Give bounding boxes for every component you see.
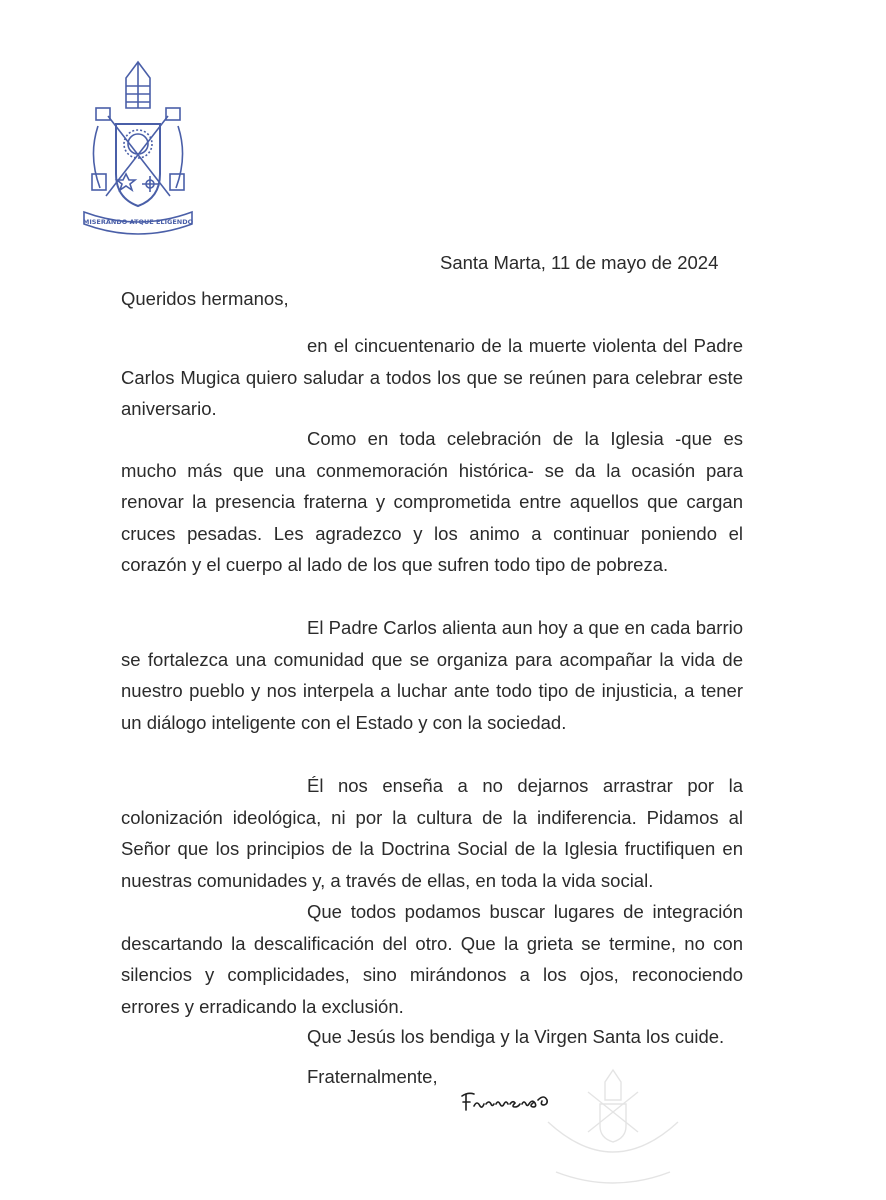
papal-coat-of-arms [78,56,198,241]
letter-closing: Fraternalmente, [307,1066,438,1087]
signature [460,1084,555,1118]
svg-text:MISERANDO ATQUE ELIGENDO: MISERANDO ATQUE ELIGENDO [82,218,194,226]
letter-salutation: Queridos hermanos, [121,288,289,309]
paragraph-3: El Padre Carlos alienta aun hoy a que en cada barrio se fortalezca una comunidad que se organiza para acompañar la vida de nuestro pueblo y nos interpela a luchar ante todo tipo de injusticia, a tener un diálogo inteligente con el Estado y con la sociedad. [121,617,743,733]
embossed-stamp [528,1062,698,1200]
paragraph-4: Él nos enseña a no dejarnos arrastrar por la colonización ideológica, ni por la cultura de la indiferencia. Pidamos al Señor que los principios de la Doctrina Social de la Iglesia fructifiquen en nuestras comunidades y, a través de ellas, en toda la vida social. [121,775,743,891]
paragraph-5: Que todos podamos buscar lugares de integración descartando la descalificación del otro. Que la grieta se termine, no con silencios y complicidades, sino mirándonos a los ojos, reconociendo errores y erradicando la exclusión. [121,901,743,1017]
letter-date: Santa Marta, 11 de mayo de 2024 [440,252,719,273]
paragraph-1: en el cincuentenario de la muerte violenta del Padre Carlos Mugica quiero saludar a todos los que se reúnen para celebrar este aniversario. [121,335,743,419]
paragraph-2: Como en toda celebración de la Iglesia -que es mucho más que una conmemoración histórica- se da la ocasión para renovar la presencia fraterna y comprometida entre aquellos que cargan cruces pesadas. Les agradezco y los animo a continuar poniendo el corazón y el cuerpo al lado de los que sufren todo tipo de pobreza. [121,428,743,575]
letter-blessing: Que Jesús los bendiga y la Virgen Santa los cuide. [307,1026,725,1047]
